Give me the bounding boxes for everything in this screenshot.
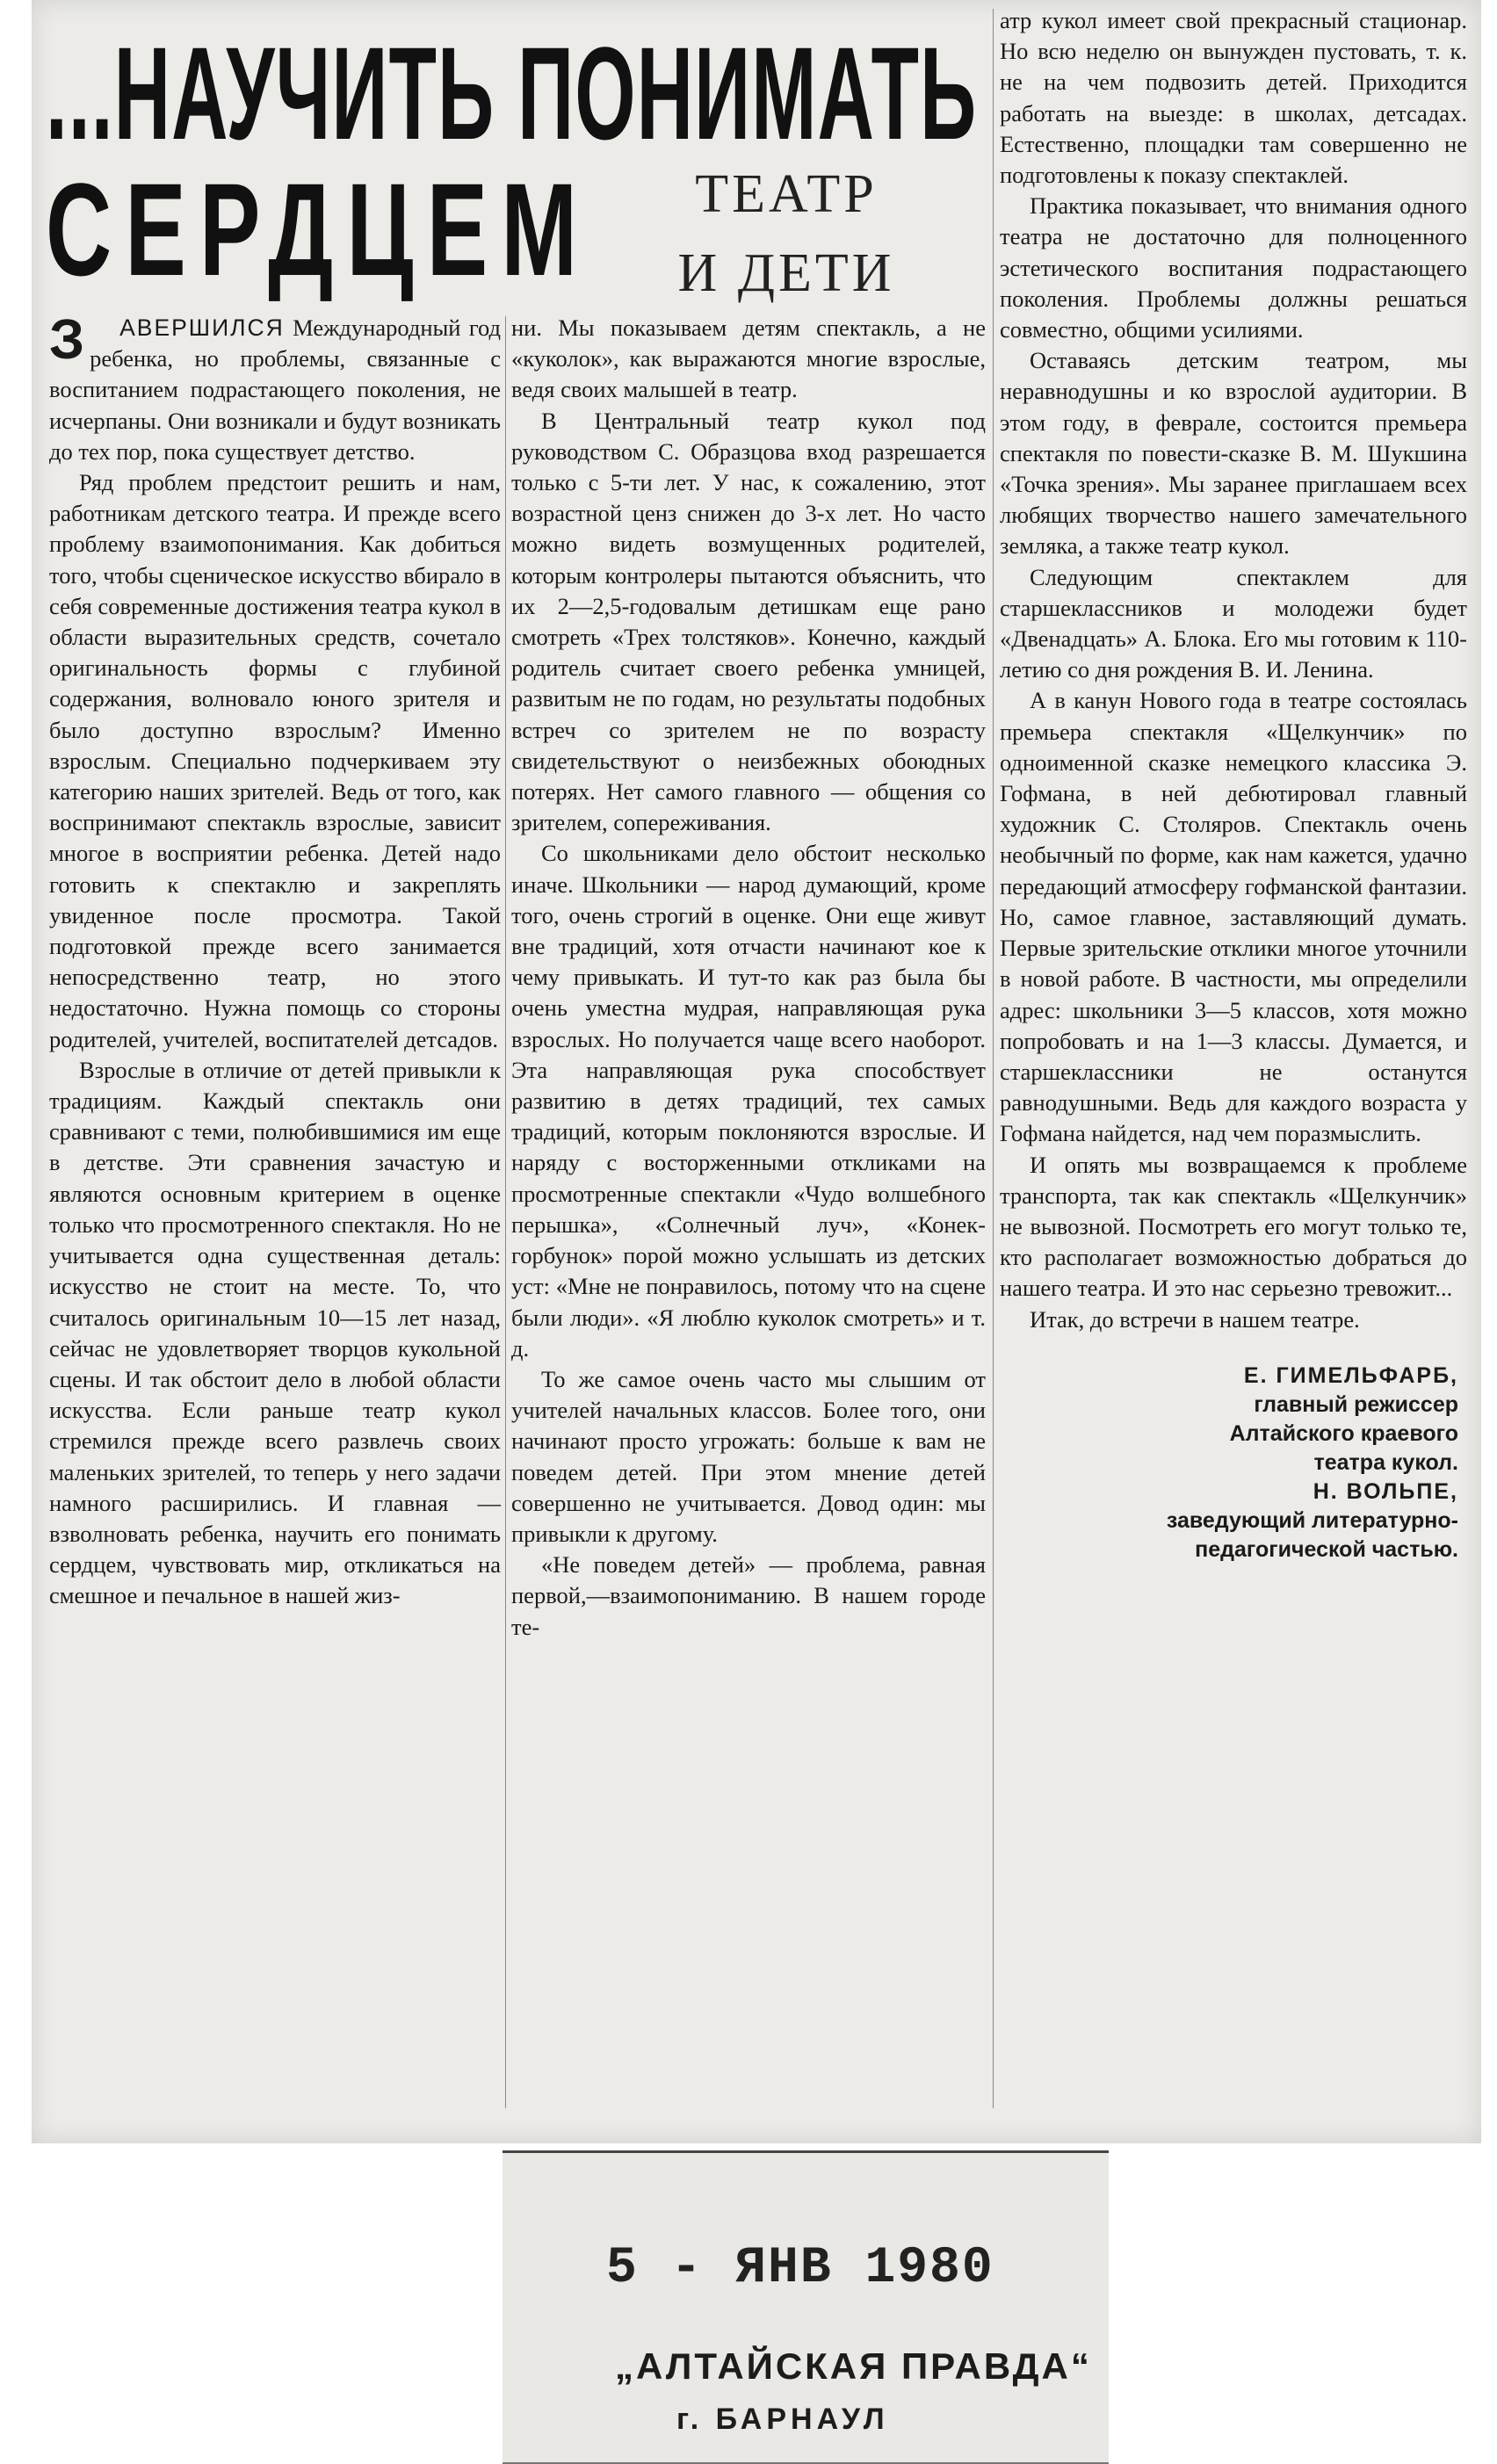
article-column-1 bbox=[49, 307, 501, 1612]
rubric-line2: И ДЕТИ bbox=[677, 243, 895, 303]
paragraph bbox=[49, 307, 501, 467]
author-name: Н. ВОЛЬПЕ, bbox=[1313, 1478, 1458, 1504]
paragraph: А в канун Нового года в театре состоялась премьера спектакля «Щелкунчик» по одноименной сказке немецкого классика Э. Гофмана, в ней дебютировал главный художник С. Столяров. Спектакль очень необычный по форме, как нам кажется, удачно передающий атмосферу гофманской фантазии. Но, самое главное, заставляющий думать. Первые зрительские отклики многое уточнили в новой работе. В частности, мы определили адрес: школьники 3—5 классов, хотя можно попробовать и на 1—3 классы. Думается, и старшеклассники не останутся равнодушными. Ведь для каждого возраста у Гофмана найдется, над чем поразмыслить. bbox=[1000, 687, 1467, 1147]
author-title: заведующий литературно- bbox=[1166, 1507, 1458, 1533]
article-column-3 bbox=[1000, 5, 1467, 1564]
author-name: Е. ГИМЕЛЬФАРБ, bbox=[1243, 1362, 1458, 1388]
paragraph: Следующим спектаклем для старшеклассников и молодежи будет «Двенадцать» А. Блока. Его мы готовим к 110-летию со дня рождения В. И. Ленина. bbox=[1000, 563, 1467, 683]
paragraph: ни. Мы показываем детям спектакль, а не «куколок», как выражаются многие взрослые, ведя своих малышей в театр. bbox=[511, 314, 986, 403]
author-title: театра кукол. bbox=[1313, 1449, 1458, 1475]
paragraph: Ряд проблем предстоит решить и нам, работникам детского театра. И прежде всего проблему взаимопонимания. Как добиться того, чтобы сценическое искусство вбирало в себя современные достижения театра кукол в области выразительных средств, сочетало оригинальность формы с глубиной содержания, волновало юного зрителя и было доступно взрослым? Именно взрослым. Специально подчеркиваем эту категорию наших зрителей. Ведь от того, как воспринимают спектакль взрослые, зависит многое в восприятии ребенка. Детей надо готовить к спектаклю и закреплять увиденное после просмотра. Такой подготовкой прежде всего занимается непосредственно театр, но этого недостаточно. Нужна помощь со стороны родителей, учителей, воспитателей детсадов. bbox=[49, 469, 501, 1052]
stamp-date: 5 - ЯНВ 1980 bbox=[606, 2240, 994, 2297]
article-column-2 bbox=[511, 313, 986, 1643]
stamp-city: г. БАРНАУЛ bbox=[676, 2403, 889, 2436]
column-divider bbox=[505, 316, 506, 2108]
paragraph: Оставаясь детским театром, мы неравнодушны и ко взрослой аудитории. В этом году, в феврале, состоится премьера спектакля по повести-сказке В. М. Шукшина «Точка зрения». Мы заранее приглашаем всех любящих творчество нашего замечательного земляка, а также театр кукол. bbox=[1000, 347, 1467, 560]
paragraph-text: Международный год ребенка, но проблемы, связанные с воспитанием подрастающего поколения, не исчерпаны. Они возникали и будут возникать до тех пор, пока существует детство. bbox=[49, 314, 501, 465]
paragraph: «Не поведем детей» — проблема, равная первой,—взаимопониманию. В нашем городе те- bbox=[511, 1551, 986, 1640]
lead-word: АВЕРШИЛСЯ bbox=[119, 314, 285, 341]
headline-line2: СЕРДЦЕМ bbox=[46, 155, 591, 303]
paragraph: атр кукол имеет свой прекрасный стационар. Но всю неделю он вынужден пустовать, т. к. не на чем подвозить детей. Приходится работать на выезде: в школах, детсадах. Естественно, площадки там совершенно не подготовлены к показу спектаклей. bbox=[1000, 7, 1467, 189]
column-divider bbox=[993, 9, 994, 2108]
stamp-newspaper: „АЛТАЙСКАЯ ПРАВДА“ bbox=[615, 2345, 1092, 2387]
headline-line1: ...НАУЧИТЬ ПОНИМАТЬ bbox=[46, 19, 978, 167]
paragraph: Взрослые в отличие от детей привыкли к традициям. Каждый спектакль они сравнивают с теми, полюбившимися им еще в детстве. Эти сравнения зачастую и являются основным критерием в оценке только что просмотренного спектакля. Но не учитывается одна существенная деталь: искусство не стоит на месте. То, что считалось оригинальным 10—15 лет назад, сейчас не удовлетворяет творцов кукольной сцены. И так обстоит дело в любой области искусства. Если раньше театр кукол стремился прежде всего развлечь своих маленьких зрителей, то теперь у него задачи намного расширились. И главная — взволновать ребенка, научить его понимать сердцем, чувствовать мир, откликаться на смешное и печальное в нашей жиз- bbox=[49, 1056, 501, 1609]
paragraph: То же самое очень часто мы слышим от учителей начальных классов. Более того, они начинают просто угрожать: больше к вам не поведем детей. При этом мнение детей совершенно не учитывается. Довод один: мы привыкли к другому. bbox=[511, 1365, 986, 1547]
paragraph: В Центральный театр кукол под руководством С. Образцова вход разрешается только с 5-ти лет. У нас, к сожалению, этот возрастной ценз снижен до 3-х лет. Но часто можно видеть возмущенных родителей, которым контролеры пытаются объяснить, что их 2—2,5-годовалым детишкам еще рано смотреть «Трех толстяков». Конечно, каждый родитель считает своего ребенка умницей, развитым не по годам, но результаты подобных встреч со зрителем не по возрасту свидетельствуют о неизбежных обоюдных потерях. Нет самого главного — общения со зрителем, сопереживания. bbox=[511, 407, 986, 836]
paragraph: И опять мы возвращаемся к проблеме транспорта, так как спектакль «Щелкунчик» не вывозной. Посмотреть его могут только те, кто располагает возможностью добраться до нашего театра. И это нас серьезно тревожит... bbox=[1000, 1151, 1467, 1302]
rubric bbox=[641, 155, 931, 313]
author-title: главный режиссер bbox=[1254, 1391, 1458, 1417]
paragraph: Практика показывает, что внимания одного театра не достаточно для полноценного эстетического воспитания подрастающего поколения. Проблемы должны решаться совместно, общими усилиями. bbox=[1000, 192, 1467, 343]
rubric-line1: ТЕАТР bbox=[695, 164, 878, 224]
paragraph: Итак, до встречи в нашем театре. bbox=[1030, 1305, 1360, 1333]
drop-cap: З bbox=[49, 307, 85, 371]
author-title: Алтайского краевого bbox=[1229, 1420, 1458, 1446]
author-signature bbox=[1000, 1362, 1467, 1564]
paragraph: Со школьниками дело обстоит несколько иначе. Школьники — народ думающий, кроме того, очень строгий в оценке. Они еще живут вне традиций, хотя отчасти начинают кое к чему привыкать. И тут-то как раз была бы очень уместна мудрая, направляющая рука взрослых. Но получается чаще всего наоборот. Эта направляющая рука способствует развитию в детях традиций, тех самых традиций, которым поклоняются взрослые. И наряду с восторженными откликами на просмотренные спектакли «Чудо волшебного перышка», «Солнечный луч», «Конек-горбунок» порой можно услышать из детских уст: «Мне не понравилось, потому что на сцене были люди». «Я люблю куколок смотреть» и т. д. bbox=[511, 840, 986, 1362]
author-title: педагогической частью. bbox=[1195, 1536, 1458, 1562]
